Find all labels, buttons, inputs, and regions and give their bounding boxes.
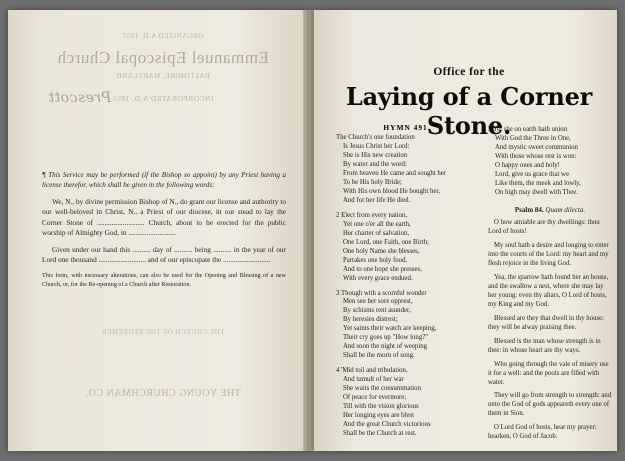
psalm-verse-text: O how amiable are thy dwellings: thou Lord of hosts!: [488, 218, 600, 235]
hymn-line: With God the Three in One,: [495, 134, 571, 142]
psalm-verse-text: Who going through the vale of misery use it for a well: and the pools are filled with water.: [488, 360, 609, 386]
hymn-line: Their cry goes up "How long?": [343, 334, 429, 342]
hymn-line: 2 Elect from every nation,: [336, 211, 408, 219]
hymn-line: 4 'Mid toil and tribulation,: [336, 367, 408, 375]
psalm-verse-text: My soul hath a desire and longing to enter into the courts of the Lord: my heart and my flesh rejoice in the living God.: [488, 241, 609, 267]
psalm-verse: [488, 392, 612, 419]
hymn-line: Till with the vision glorious: [343, 403, 419, 411]
left-page: [8, 10, 311, 451]
hymn-line: Of peace for evermore;: [343, 394, 407, 402]
hymn-line: Partakes one holy food,: [343, 256, 408, 264]
hymn-line: With His own blood He bought her,: [343, 187, 441, 195]
hymn-line: By heresies distrest;: [343, 316, 398, 324]
hymn-line: Shall be the morn of song.: [343, 352, 415, 360]
hymn-line: And tumult of her war: [343, 376, 404, 384]
hymn-line: By water and the word:: [343, 160, 407, 168]
bleedthrough-publisher: THE YOUNG CHURCHMAN CO.: [85, 388, 241, 399]
hymn-verse: [336, 367, 478, 439]
psalm-heading: [488, 206, 612, 215]
psalm-verse: [488, 338, 612, 356]
hymn-line: One Lord, one Faith, one Birth;: [343, 238, 429, 246]
hymn-line: With every grace endued.: [343, 274, 413, 282]
psalm-verse: [488, 242, 612, 269]
hymn-line: Lord, give us grace that we: [495, 170, 569, 178]
hymn-line: Yet saints their watch are keeping,: [343, 325, 437, 333]
page-title: Laying of a Corner Stone.: [345, 82, 593, 140]
hymn-line: And the great Church victorious: [343, 421, 431, 429]
bleedthrough-title: Emmanuel Episcopal Church: [57, 48, 269, 67]
hymn-line: Like them, the meek and lowly,: [495, 179, 581, 187]
hymn-line: Yet one o'er all the earth,: [343, 220, 411, 228]
psalm-verse-text: O Lord God of hosts, hear my prayer: hearken, O God of Jacob.: [488, 424, 597, 441]
hymn-line: On high may dwell with Thee.: [495, 188, 578, 196]
license-paragraph-1: We, N., by divine permission Bishop of N., do grant our license and authority to our well-beloved in Christ, N., a Priest of our diocese, in our stead to lay the Corner Stone of .......................... Church, about to be erected for the public worship of Almighty God, in ..........................: [42, 196, 286, 238]
hymn-line: With those whose rest is won:: [495, 152, 577, 160]
psalm-verse-text: They will go from strength to strength: and unto the God of gods appeareth every one of them in Sion.: [488, 392, 612, 418]
bleedthrough-subtitle-2: INCORPORATED A.D. 1855: [112, 94, 214, 103]
hymn-line: And soon the night of weeping: [343, 343, 428, 351]
psalm-verse: [488, 274, 612, 310]
license-text-block: [42, 170, 286, 295]
psalm-verse: [488, 315, 612, 333]
hymn-line: And mystic sweet communion: [495, 143, 578, 151]
hymn-verse: [336, 212, 478, 284]
hymn-line: And to one hope she presses,: [343, 265, 422, 273]
psalm-latin-incipit: Quam dilecta.: [545, 205, 586, 214]
bleedthrough-line-top: ORGANIZED A.D. 1837: [122, 32, 204, 40]
psalm-column-right: [488, 126, 612, 447]
bleedthrough-bottom-line: THE CHURCH OF THE REDEEMER: [101, 328, 225, 336]
hymn-verse: [336, 134, 478, 206]
office-label: Office for the: [433, 66, 505, 78]
hymn-line: 3 Though with a scornful wonder: [336, 289, 427, 297]
hymn-line: And for her life He died.: [343, 196, 411, 204]
hymn-line: Men see her sore opprest,: [343, 298, 413, 306]
psalm-verse: [488, 361, 612, 388]
rubric-paragraph: ¶ This Service may be performed (if the Bishop so appoint) by any Priest having a license therefor, which shall be given in the following words:: [42, 171, 286, 190]
psalm-number: Psalm 84.: [514, 205, 546, 214]
hymn-line: One holy Name she blesses,: [343, 247, 420, 255]
psalm-verse-text: Yea, the sparrow hath found her an house, and the swallow a nest, where she may lay her young: even thy altars, O Lord of hosts, my King and my God.: [488, 273, 609, 308]
hymn-line: From heaven He came and sought her: [343, 169, 447, 177]
hymn-line: Shall be the Church at rest.: [343, 430, 417, 438]
psalm-verse-text: Blessed is the man whose strength is in thee: in whose heart are thy ways.: [488, 337, 601, 354]
license-paragraph-2: Given under our hand this .......... day of .......... being .......... in the year of our Lord one thousand .......................... and of our episcopate the ..........................: [42, 244, 286, 265]
psalm-verse: [488, 424, 612, 442]
hymn-line: To be His holy Bride;: [343, 178, 402, 186]
hymn-line: 5 Yet she on earth hath union: [488, 126, 568, 133]
hymn-column-left: [336, 134, 478, 445]
hymn-line: O happy ones and holy!: [495, 161, 560, 169]
bleedthrough-subtitle: BALTIMORE, MARYLAND: [116, 72, 210, 80]
hymn-line: Her longing eyes are blest: [343, 412, 414, 420]
psalm-verse: [488, 219, 612, 237]
footnote: This form, with necessary alterations, can also be used for the Opening and Blessing of a new Church, or, for the Re-opening of a Church after Restoration.: [42, 273, 286, 288]
bleedthrough-handwriting: Prescott: [48, 90, 112, 106]
hymn-line: Her charter of salvation,: [343, 229, 410, 237]
hymn-line: She is His new creation: [343, 151, 408, 159]
hymn-verse: [336, 290, 478, 362]
hymn-line: By schisms rent asunder,: [343, 307, 411, 315]
psalm-verse-text: Blessed are they that dwell in thy house: they will be alway praising thee.: [488, 314, 605, 331]
hymn-line: The Church's one foundation: [336, 134, 415, 141]
hymn-line: She waits the consummation: [343, 385, 421, 393]
hymn-verse: [488, 126, 612, 198]
hymn-heading: HYMN 491.: [383, 123, 431, 132]
hymn-line: Is Jesus Christ her Lord:: [343, 142, 410, 150]
